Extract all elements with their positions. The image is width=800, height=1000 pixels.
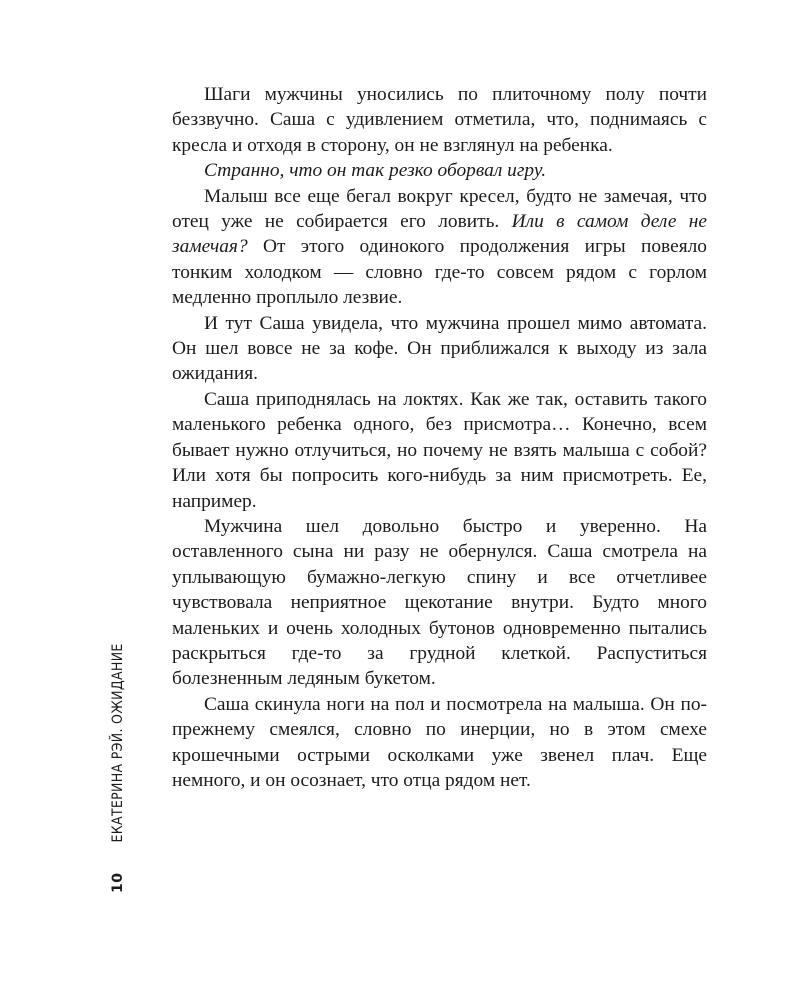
- paragraph-text: И тут Саша увидела, что мужчина прошел мимо автомата. Он шел вовсе не за кофе. Он приближался к выходу из зала ожидания.: [172, 312, 707, 385]
- paragraph-text: Саша приподнялась на локтях. Как же так, оставить такого маленького ребенка одного, без присмотра… Конечно, всем бывает нужно отлучиться, но почему не взять малыша с собой? Или хотя бы попросить кого-нибудь за ним присмотреть. Ее, например.: [172, 388, 707, 512]
- paragraph: [172, 158, 707, 183]
- paragraph: [172, 82, 707, 158]
- paragraph: [172, 387, 707, 514]
- paragraph-text: От этого одинокого продолжения игры повеяло тонким холодком — словно где-то совсем рядом с горлом медленно проплыло лезвие.: [172, 236, 707, 309]
- paragraph-text: Саша скинула ноги на пол и посмотрела на малыша. Он по-прежнему смеялся, словно по инерции, но в этом смехе крошечными острыми осколками уже звенел плач. Еще немного, и он осознает, что отца рядом нет.: [172, 693, 707, 791]
- italic-thought: Или в самом деле не замечая?: [172, 211, 707, 258]
- page-number: 10: [110, 872, 126, 893]
- running-title: ЕКАТЕРИНА РЭЙ. ОЖИДАНИЕ: [110, 643, 126, 843]
- body-text: [172, 82, 707, 793]
- paragraph-text: Мужчина шел довольно быстро и уверенно. На оставленного сына ни разу не обернулся. Саша смотрела на уплывающую бумажно-легкую спину и все отчетливее чувствовала неприятное щекотание внутри. Будто много маленьких и очень холодных бутонов одновременно пытались раскрыться где-то за грудной клеткой. Распуститься болезненным ледяным букетом.: [172, 515, 707, 690]
- running-header: [104, 643, 132, 893]
- paragraph: [172, 311, 707, 387]
- italic-thought: Странно, что он так резко оборвал игру.: [204, 160, 547, 182]
- paragraph-text: Малыш все еще бегал вокруг кресел, будто не замечая, что отец уже не собирается его ловить.: [172, 185, 707, 233]
- paragraph: [172, 184, 707, 311]
- paragraph: [172, 514, 707, 692]
- paragraph: [172, 692, 707, 794]
- paragraph-text: Шаги мужчины уносились по плиточному полу почти беззвучно. Саша с удивлением отметила, что, поднимаясь с кресла и отходя в сторону, он не взглянул на ребенка.: [172, 84, 707, 156]
